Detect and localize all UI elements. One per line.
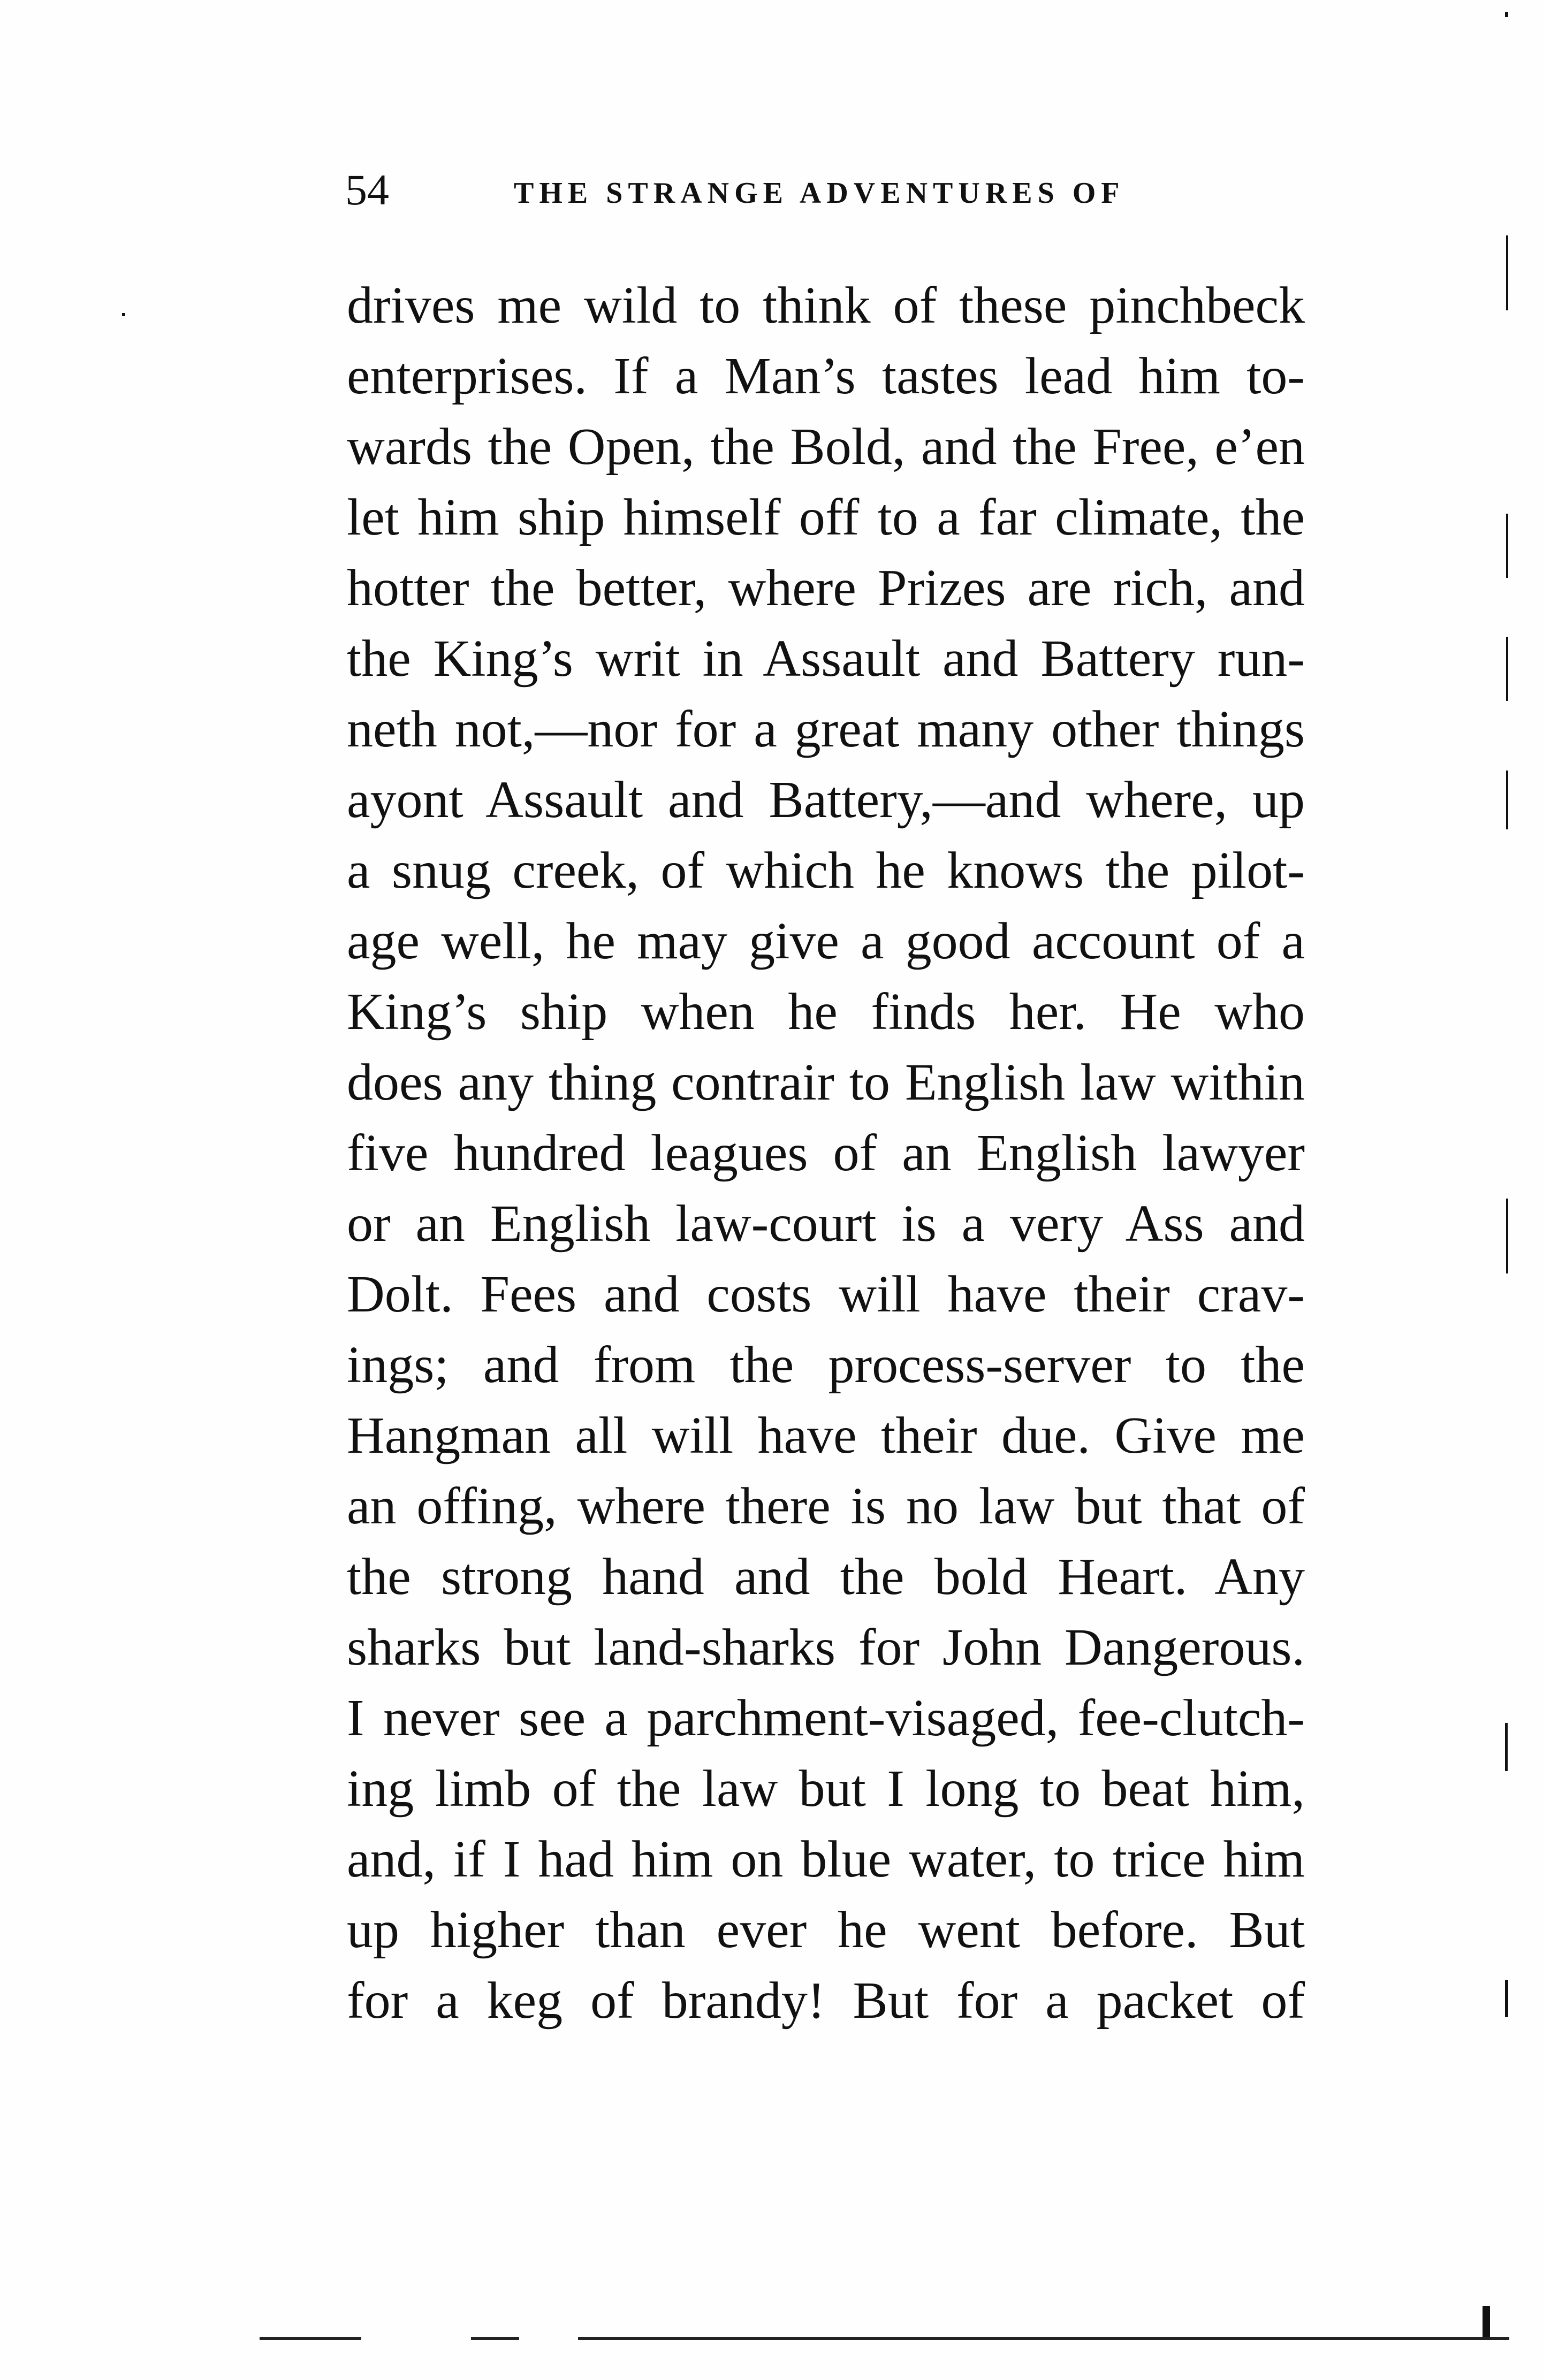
text-line: does any thing contrair to English law within — [347, 1054, 1305, 1111]
text-line: ing limb of the law but I long to beat him, — [347, 1760, 1305, 1818]
text-line: ayont Assault and Battery,—and where, up — [347, 771, 1305, 829]
text-line: I never see a parchment-visaged, fee-clutch- — [347, 1689, 1305, 1747]
text-line: King’s ship when he finds her. He who — [347, 983, 1305, 1041]
scan-edge-mark — [1506, 771, 1508, 829]
text-line: the strong hand and the bold Heart. Any — [347, 1548, 1305, 1606]
text-line: let him ship himself off to a far climate, the — [347, 489, 1305, 546]
text-line: drives me wild to think of these pinchbeck — [347, 277, 1305, 334]
text-line: for a keg of brandy! But for a packet of — [347, 1972, 1305, 2030]
page-number: 54 — [345, 165, 389, 214]
text-line: hotter the better, where Prizes are rich, and — [347, 559, 1305, 617]
text-line: sharks but land-sharks for John Dangerous. — [347, 1619, 1305, 1676]
text-line: five hundred leagues of an English lawyer — [347, 1124, 1305, 1182]
bottom-rule — [260, 2337, 361, 2340]
text-line: age well, he may give a good account of a — [347, 912, 1305, 970]
text-line: an offing, where there is no law but that of — [347, 1477, 1305, 1535]
scan-edge-mark — [1506, 514, 1508, 578]
scan-edge-mark — [1505, 1980, 1508, 2017]
scan-edge-mark — [1483, 2306, 1490, 2337]
scan-edge-mark — [1505, 1723, 1508, 1771]
body-text — [347, 270, 1305, 2036]
page-header — [345, 161, 1309, 219]
bottom-rule — [578, 2337, 1509, 2340]
scan-edge-mark — [1506, 637, 1508, 701]
scan-edge-mark — [1505, 12, 1508, 17]
scan-edge-mark — [1506, 235, 1508, 310]
text-line: up higher than ever he went before. But — [347, 1901, 1305, 1959]
text-line: enterprises. If a Man’s tastes lead him to- — [347, 347, 1305, 405]
text-line: wards the Open, the Bold, and the Free, e’en — [347, 418, 1305, 476]
running-title: THE STRANGE ADVENTURES OF — [514, 177, 1125, 210]
text-line: ings; and from the process-server to the — [347, 1336, 1305, 1394]
text-line: or an English law-court is a very Ass and — [347, 1195, 1305, 1253]
text-line: a snug creek, of which he knows the pilot- — [347, 842, 1305, 899]
bottom-rule — [471, 2337, 519, 2340]
text-line: Hangman all will have their due. Give me — [347, 1407, 1305, 1464]
text-line: neth not,—nor for a great many other things — [347, 700, 1305, 758]
text-line: and, if I had him on blue water, to trice him — [347, 1830, 1305, 1888]
text-line: Dolt. Fees and costs will have their crav- — [347, 1265, 1305, 1323]
text-line: the King’s writ in Assault and Battery run- — [347, 630, 1305, 688]
scan-edge-mark — [122, 313, 125, 316]
scan-edge-mark — [1506, 1199, 1508, 1273]
